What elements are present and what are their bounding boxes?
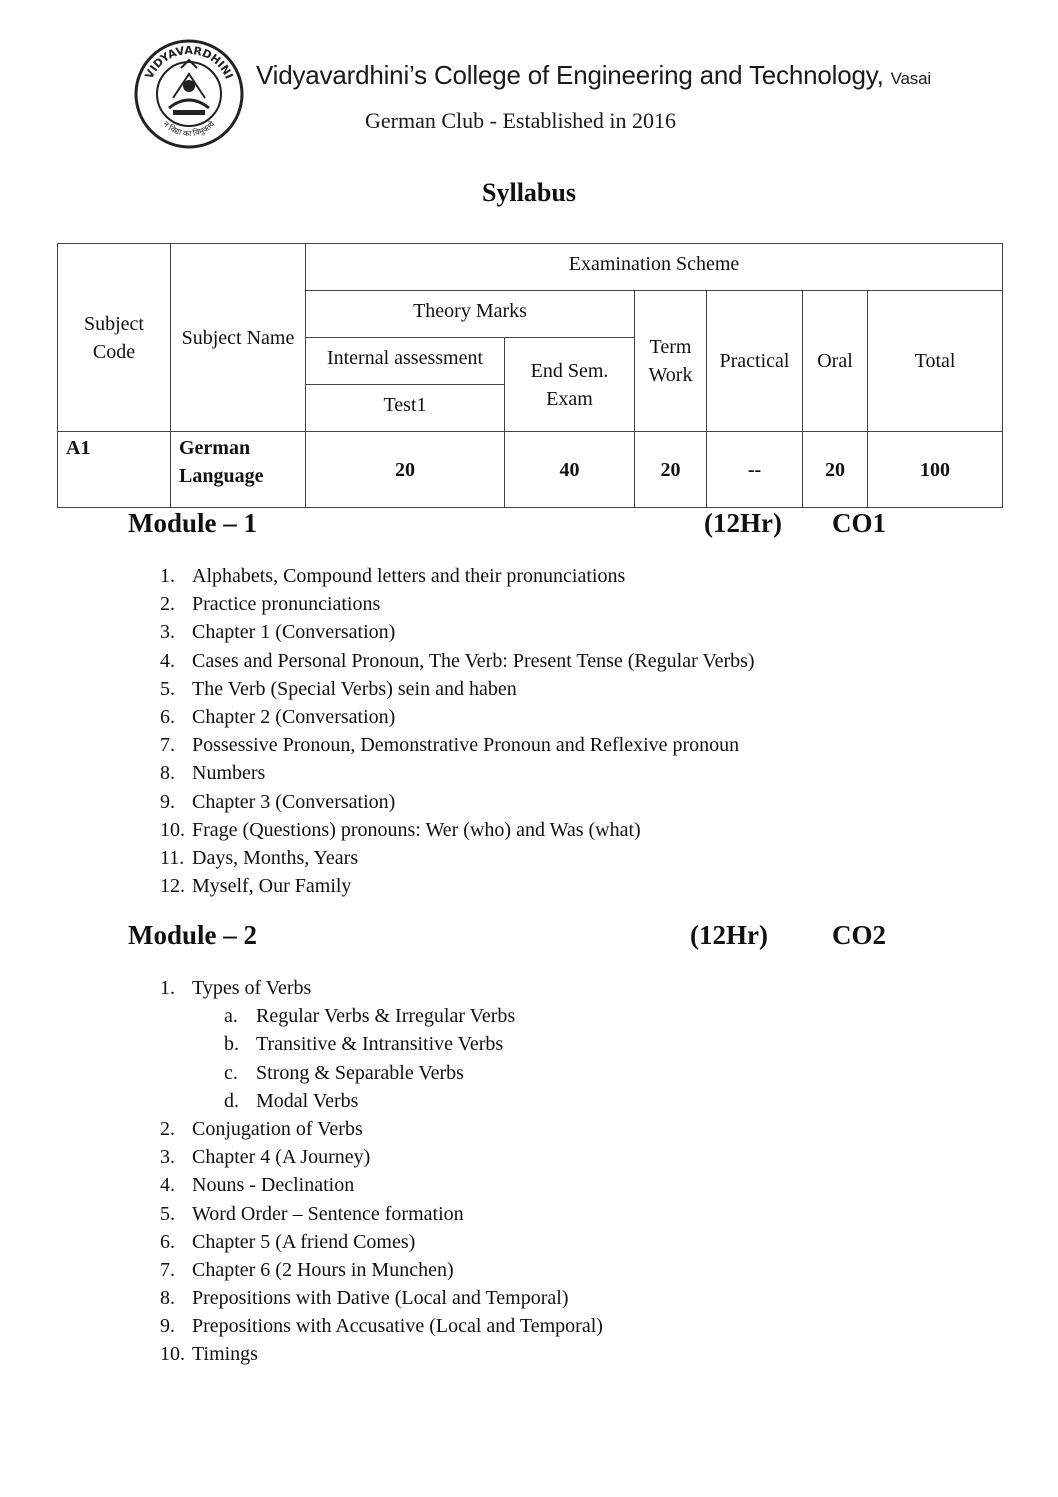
list-item [160,844,755,872]
item-text: Alphabets, Compound letters and their pronunciations [192,565,626,587]
subject-name-cell: German Language [171,432,306,508]
item-text: Practice pronunciations [192,593,381,616]
svg-text:न विद्या का विमुक्तये [161,119,217,139]
module-title: Module – 2 [128,920,258,950]
test1-header: Test1 [306,385,505,432]
list-item [160,1200,603,1228]
item-number: 7. [160,1258,175,1281]
module-hours: (12Hr) [690,920,768,950]
item-number: 7. [160,734,175,757]
item-number: 8. [160,1287,175,1310]
module-co: CO2 [832,920,886,950]
item-text: Prepositions with Dative (Local and Temporal) [192,1287,569,1310]
item-text: Chapter 4 (A Journey) [192,1146,371,1169]
module-co: CO1 [832,508,886,538]
internal-assessment-header: Internal assessment [306,338,505,385]
list-item [160,1284,603,1312]
list-item [160,647,755,675]
subject-name-header: Subject Name [171,244,306,432]
item-number: 12. [160,875,185,898]
item-number: c. [224,1061,238,1084]
list-item [160,1312,603,1340]
item-number: 1. [160,565,175,587]
item-text: Modal Verbs [256,1089,359,1112]
sub-list-item [160,1030,603,1058]
list-item [160,816,755,844]
logo-motto: न विद्या का विमुक्तये [161,119,217,139]
term-work-cell: 20 [635,432,707,508]
item-number: 4. [160,649,175,672]
item-number: 10. [160,818,185,841]
item-number: 1. [160,977,175,999]
list-item [160,590,755,618]
item-text: Cases and Personal Pronoun, The Verb: Present Tense (Regular Verbs) [192,649,755,672]
sub-list-item [160,1087,603,1115]
subject-code-cell: A1 [58,432,171,508]
list-item [160,1115,603,1143]
item-number: a. [224,1005,238,1028]
item-text: Possessive Pronoun, Demonstrative Pronoun and Reflexive pronoun [192,734,740,757]
total-header: Total [868,291,1003,432]
item-text: The Verb (Special Verbs) sein and haben [192,677,517,700]
sub-list-item [160,1059,603,1087]
practical-cell: -- [707,432,803,508]
list-item [160,974,603,1002]
item-text: Prepositions with Accusative (Local and Temporal) [192,1315,603,1338]
item-number: 4. [160,1174,175,1197]
club-established-line: German Club - Established in 2016 [365,108,677,133]
item-text: Word Order – Sentence formation [192,1202,464,1225]
sub-list-item [160,1002,603,1030]
item-text: Conjugation of Verbs [192,1117,363,1140]
item-text: Transitive & Intransitive Verbs [256,1033,504,1056]
item-number: 6. [160,1230,175,1253]
table-row [58,432,1003,508]
item-text: Frage (Questions) pronouns: Wer (who) and Was (what) [192,818,641,841]
item-text: Timings [192,1343,258,1366]
item-number: 9. [160,1315,175,1338]
module-2-heading [128,920,898,954]
test1-cell: 20 [306,432,505,508]
item-number: 5. [160,1202,175,1225]
item-text: Myself, Our Family [192,875,352,898]
list-item [160,618,755,646]
item-text: Chapter 1 (Conversation) [192,621,396,644]
item-number: d. [224,1089,239,1112]
item-number: 11. [160,846,185,869]
item-text: Chapter 5 (A friend Comes) [192,1230,416,1253]
end-sem-cell: 40 [505,432,635,508]
item-number: 10. [160,1343,185,1366]
list-item [160,1143,603,1171]
module-hours: (12Hr) [704,508,782,538]
list-item [160,1228,603,1256]
examination-scheme-table [57,243,1003,508]
item-number: 3. [160,621,175,644]
oral-cell: 20 [803,432,868,508]
module-title: Module – 1 [128,508,258,538]
theory-marks-header: Theory Marks [306,291,635,338]
list-item [160,1256,603,1284]
college-logo [133,38,245,150]
item-text: Strong & Separable Verbs [256,1061,464,1084]
item-number: 8. [160,762,175,785]
logo-text: VIDYAVARDHINI [142,43,236,81]
subject-code-header: Subject Code [58,244,171,432]
page-title: Syllabus [482,178,576,207]
examination-scheme-header: Examination Scheme [306,244,1003,291]
list-item [160,759,755,787]
item-number: 9. [160,790,175,813]
item-number: b. [224,1033,239,1056]
item-number: 5. [160,677,175,700]
item-text: Days, Months, Years [192,846,359,869]
item-number: 2. [160,593,175,616]
module-2-topic-list [160,974,603,1369]
end-sem-exam-header: End Sem. Exam [505,338,635,432]
list-item [160,703,755,731]
item-text: Nouns - Declination [192,1174,355,1197]
practical-header: Practical [707,291,803,432]
term-work-header: Term Work [635,291,707,432]
list-item [160,731,755,759]
module-1-heading [128,508,898,542]
item-text: Chapter 3 (Conversation) [192,790,396,813]
total-cell: 100 [868,432,1003,508]
item-text: Chapter 6 (2 Hours in Munchen) [192,1258,454,1281]
oral-header: Oral [803,291,868,432]
item-number: 2. [160,1117,175,1140]
item-number: 3. [160,1146,175,1169]
item-text: Numbers [192,762,266,785]
list-item [160,872,755,900]
item-text: Regular Verbs & Irregular Verbs [256,1005,516,1028]
college-header [133,38,933,153]
college-location: Vasai [890,69,931,88]
college-name: Vidyavardhini’s College of Engineering and Technology, Vasai [256,60,931,90]
list-item [160,788,755,816]
list-item [160,1340,603,1368]
item-number: 6. [160,705,175,728]
list-item [160,1171,603,1199]
list-item [160,675,755,703]
list-item [160,562,755,590]
item-text: Types of Verbs [192,977,312,999]
item-text: Chapter 2 (Conversation) [192,705,396,728]
module-1-topic-list [160,562,755,900]
